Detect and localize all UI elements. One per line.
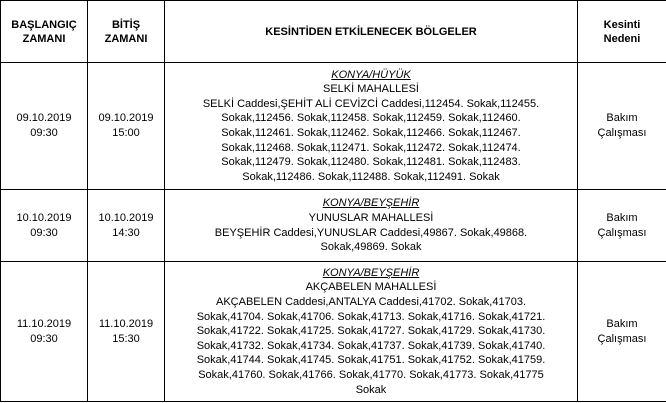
reason-cell (578, 190, 666, 262)
start-date: 09.10.2019 (16, 112, 72, 125)
street-line: Sokak,41760. Sokak,41766. Sokak,41770. Sokak,41773. Sokak,41775 (198, 368, 544, 381)
end-time: 15:00 (112, 127, 140, 139)
region-neighborhood: SELKİ MAHALLESİ (323, 83, 419, 96)
header-end-line1: BİTİŞ (111, 18, 141, 31)
start-time: 09:30 (30, 127, 58, 139)
start-cell (1, 190, 88, 262)
street-line: BEYŞEHİR Caddesi,YUNUSLAR Caddesi,49867. Sokak,49868. (214, 226, 528, 239)
street-line: Sokak,41732. Sokak,41734. Sokak,41737. Sokak,41739. Sokak,41740. (196, 339, 546, 352)
street-line: Sokak,112468. Sokak,112471. Sokak,112472. Sokak,112474. (221, 141, 521, 154)
end-date: 09.10.2019 (98, 112, 154, 125)
street-line: Sokak (355, 383, 387, 396)
header-start-time (1, 1, 88, 63)
reason-line1: Bakım (606, 112, 638, 125)
end-time: 15:30 (112, 332, 140, 345)
street-line: Sokak,41744. Sokak,41745. Sokak,41751. Sokak,41752. Sokak,41759. (196, 354, 546, 367)
street-line: Sokak,112486. Sokak,112488. Sokak,112491. Sokak (242, 170, 500, 183)
street-line: AKÇABELEN Caddesi,ANTALYA Caddesi,41702. Sokak,41703. (215, 296, 526, 309)
end-date: 11.10.2019 (98, 317, 154, 330)
start-cell (1, 63, 88, 190)
reason-line2: Çalışması (597, 332, 647, 345)
header-end-time (88, 1, 165, 63)
header-affected-regions: KESİNTİDEN ETKİLENECEK BÖLGELER (165, 1, 578, 63)
reason-line2: Çalışması (597, 127, 647, 139)
reason-line1: Bakım (606, 317, 638, 330)
regions-cell (165, 262, 578, 402)
table-row (1, 262, 666, 402)
reason-line1: Bakım (606, 211, 638, 224)
end-cell (88, 190, 165, 262)
regions-cell (165, 63, 578, 190)
region-city: KONYA/BEYŞEHİR (322, 266, 420, 279)
regions-cell (165, 190, 578, 262)
reason-line2: Çalışması (597, 226, 647, 239)
street-line: Sokak,41722. Sokak,41725. Sokak,41727. Sokak,41729. Sokak,41730. (196, 325, 546, 338)
street-line: Sokak,112461. Sokak,112462. Sokak,112466. Sokak,112467. (221, 127, 521, 139)
start-date: 11.10.2019 (16, 317, 72, 330)
start-cell (1, 262, 88, 402)
start-time: 09:30 (30, 332, 58, 345)
table-header-row (1, 1, 666, 63)
header-start-line1: BAŞLANGIÇ (11, 18, 77, 31)
region-city: KONYA/BEYŞEHİR (322, 197, 420, 210)
region-streets (167, 295, 575, 397)
street-line: Sokak,112456. Sokak,112458. Sokak,112459. Sokak,112460. (221, 112, 521, 125)
reason-cell (578, 262, 666, 402)
region-streets (167, 226, 575, 255)
street-line: Sokak,112479. Sokak,112480. Sokak,112481. Sokak,112483. (221, 156, 521, 169)
end-time: 14:30 (112, 226, 140, 239)
table-row (1, 63, 666, 190)
end-cell (88, 63, 165, 190)
region-streets (167, 97, 575, 185)
street-line: Sokak,49869. Sokak (320, 241, 422, 254)
region-neighborhood: AKÇABELEN MAHALLESİ (305, 281, 437, 294)
header-start-line2: ZAMANI (22, 32, 66, 45)
table-row (1, 190, 666, 262)
reason-cell (578, 63, 666, 190)
start-time: 09:30 (30, 226, 58, 239)
region-neighborhood: YUNUSLAR MAHALLESİ (308, 211, 434, 224)
street-line: Sokak,41704. Sokak,41706. Sokak,41713. Sokak,41716. Sokak,41721. (196, 310, 546, 323)
end-date: 10.10.2019 (98, 211, 154, 224)
header-end-line2: ZAMANI (104, 32, 148, 45)
region-city: KONYA/HÜYÜK (331, 68, 411, 81)
street-line: SELKİ Caddesi,ŞEHİT ALİ CEVİZCİ Caddesi,112454. Sokak,112455. (202, 97, 540, 110)
header-reason-line2: Nedeni (603, 32, 641, 45)
start-date: 10.10.2019 (16, 211, 72, 224)
end-cell (88, 262, 165, 402)
header-reason-line1: Kesinti (603, 18, 641, 31)
header-outage-reason (578, 1, 666, 63)
